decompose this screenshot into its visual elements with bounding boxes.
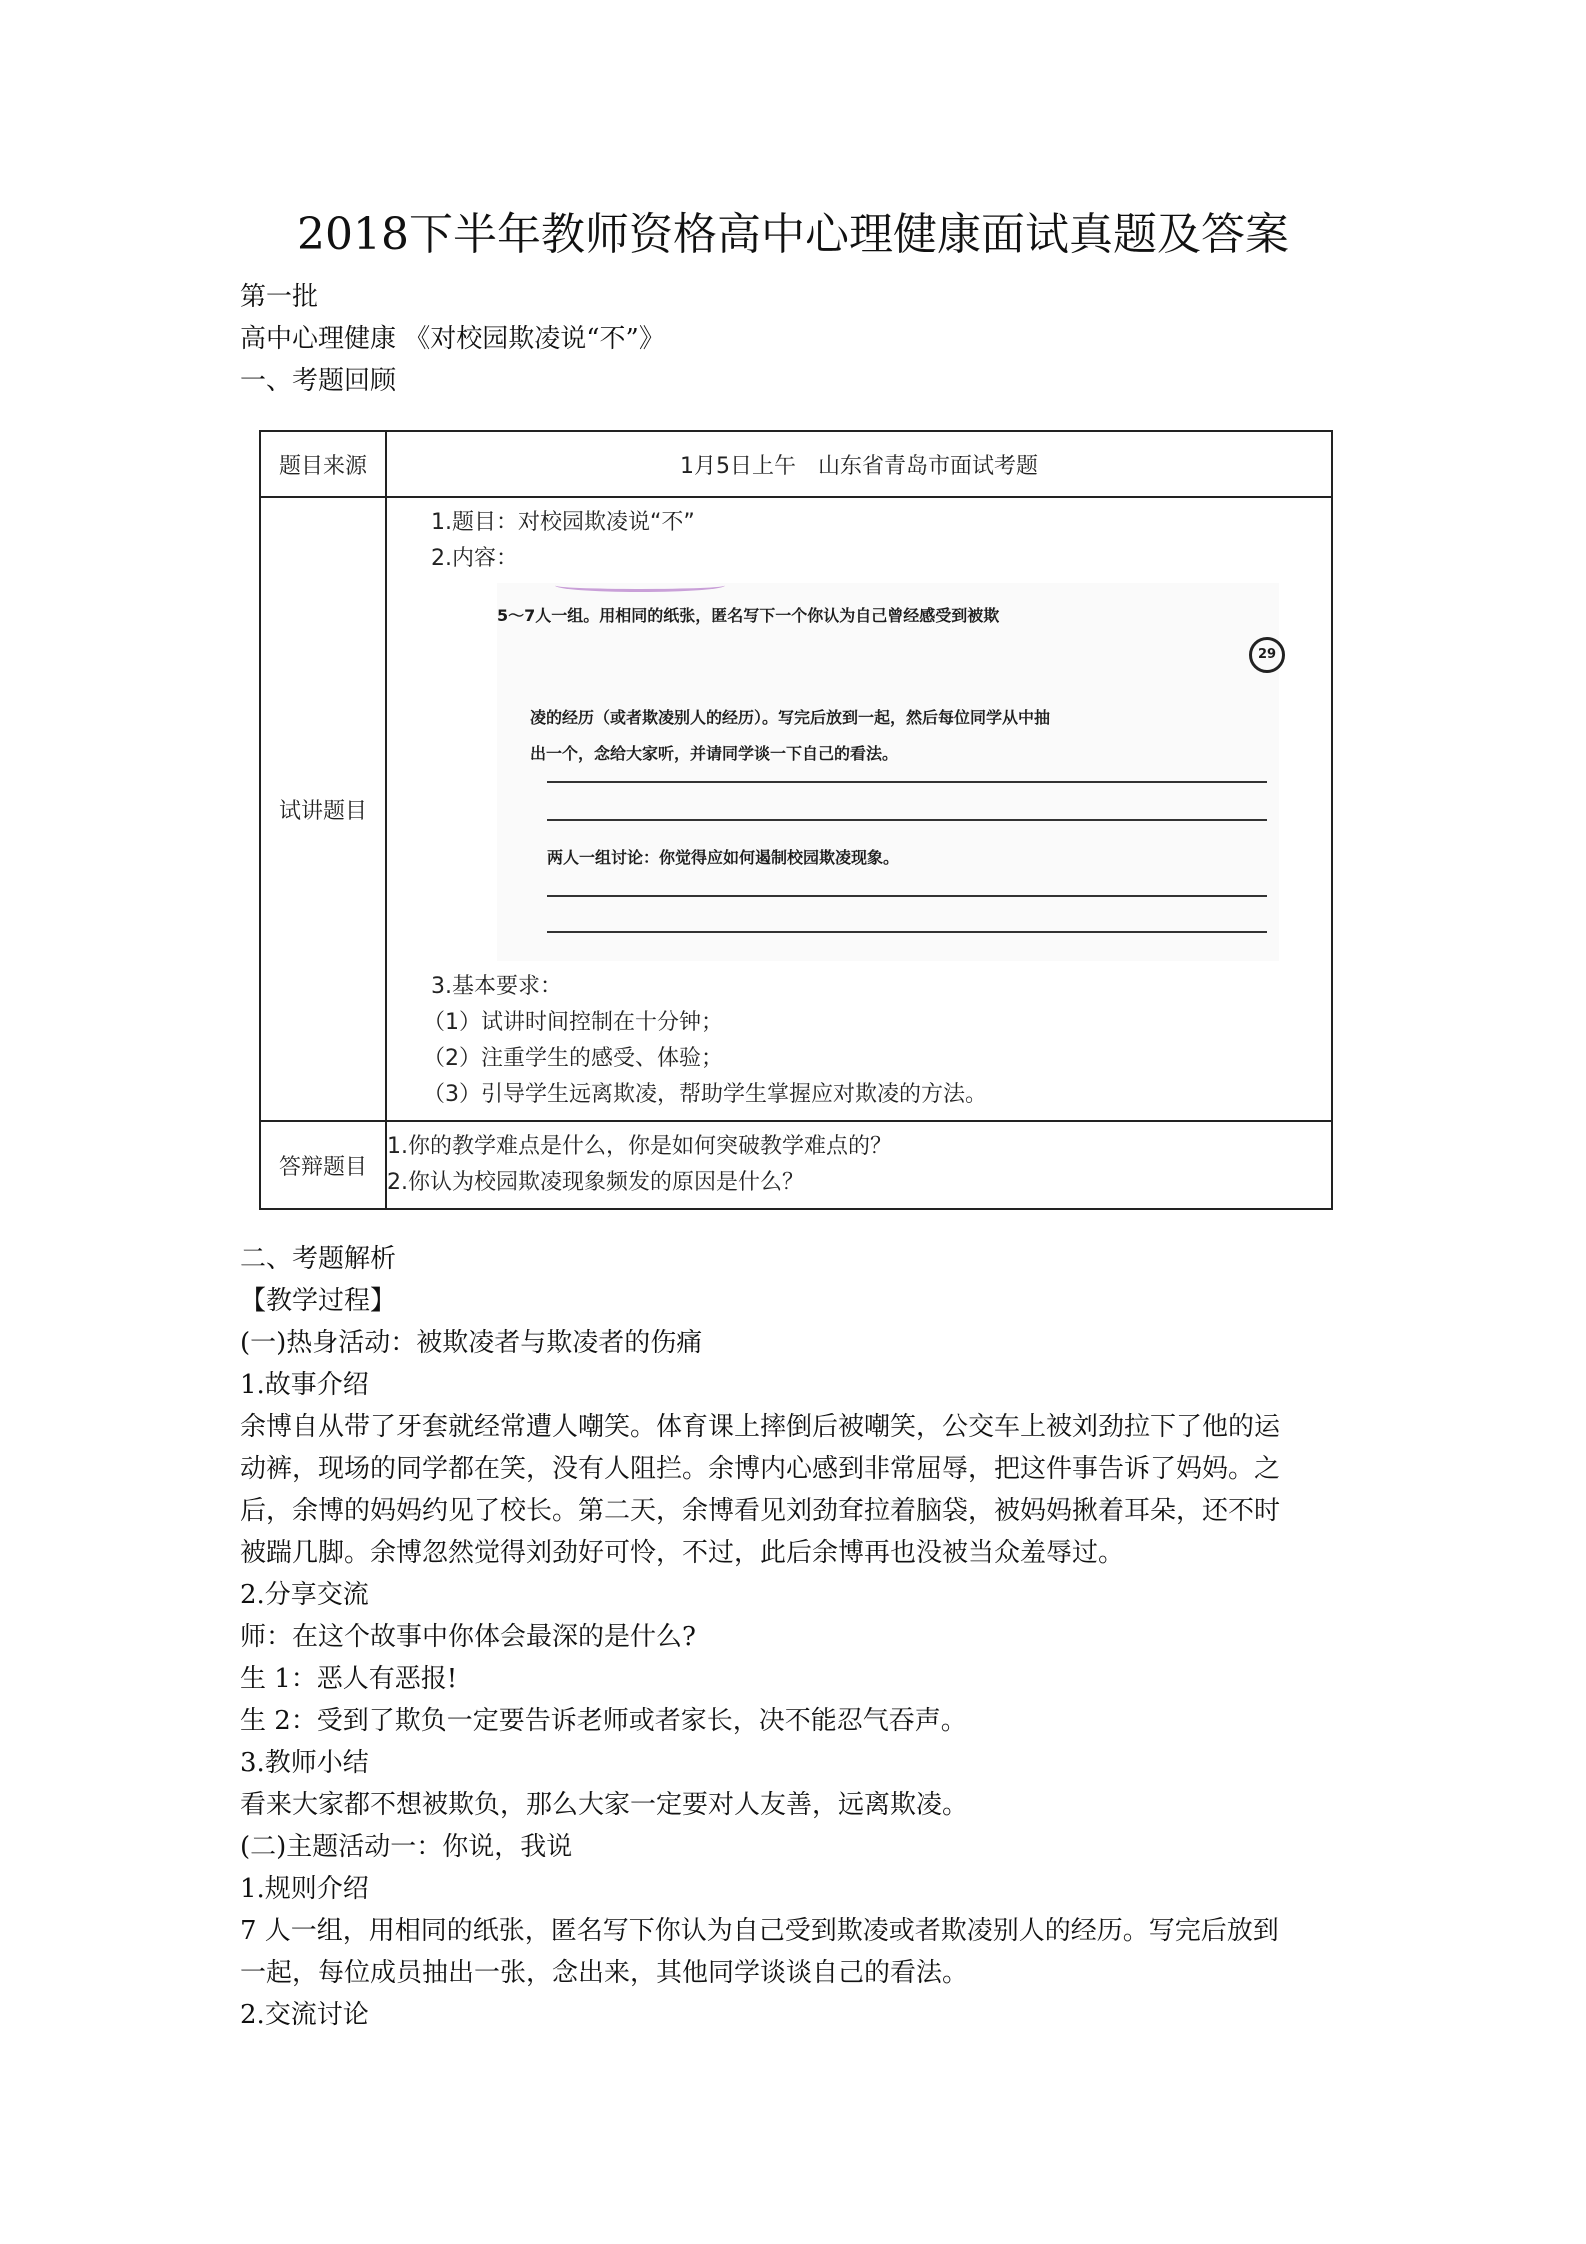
- dialogue-line: 生 1：恶人有恶报!: [240, 1664, 458, 1694]
- topic-label: 试讲题目: [260, 497, 386, 1121]
- defense-questions: [386, 1121, 1332, 1209]
- paragraph-line: 看来大家都不想被欺负，那么大家一定要对人友善，远离欺凌。: [240, 1790, 969, 1820]
- step-heading: 2.分享交流: [240, 1580, 369, 1610]
- excerpt-line: 凌的经历（或者欺凌别人的经历）。写完后放到一起，然后每位同学从中抽: [530, 708, 1051, 727]
- defense-question: 1.你的教学难点是什么，你是如何突破教学难点的？: [387, 1134, 892, 1159]
- requirement-item: （3）引导学生远离欺凌，帮助学生掌握应对欺凌的方法。: [423, 1082, 987, 1107]
- section-heading-analysis: 二、考题解析: [240, 1244, 397, 1274]
- dialogue-line: 生 2：受到了欺负一定要告诉老师或者家长，决不能忍气吞声。: [240, 1706, 967, 1736]
- topic-title: 1.题目：对校园欺凌说“不”: [431, 510, 695, 535]
- source-value: 1月5日上午 山东省青岛市面试考题: [386, 431, 1332, 497]
- topic-content-label: 2.内容：: [431, 546, 518, 571]
- paragraph-line: 被踹几脚。余博忽然觉得刘劲好可怜，不过，此后余博再也没被当众羞辱过。: [240, 1538, 1125, 1568]
- page-number-badge: 29: [1249, 637, 1285, 673]
- lesson-title: 高中心理健康 《对校园欺凌说“不”》: [240, 324, 665, 354]
- activity-heading: (一)热身活动：被欺凌者与欺凌者的伤痛: [240, 1328, 703, 1358]
- step-heading: 1.规则介绍: [240, 1874, 369, 1904]
- section-heading-review: 一、考题回顾: [240, 366, 397, 396]
- requirement-item: （1）试讲时间控制在十分钟；: [423, 1010, 723, 1035]
- paragraph-line: 一起，每位成员抽出一张，念出来，其他同学谈谈自己的看法。: [240, 1958, 969, 1988]
- requirement-item: （2）注重学生的感受、体验；: [423, 1046, 723, 1071]
- answer-rule: [547, 931, 1267, 933]
- source-label: 题目来源: [260, 431, 386, 497]
- paragraph-line: 后，余博的妈妈约见了校长。第二天，余博看见刘劲耷拉着脑袋，被妈妈揪着耳朵，还不时: [240, 1496, 1281, 1526]
- answer-rule: [547, 781, 1267, 783]
- topic-content: [386, 497, 1332, 1121]
- requirements-title: 3.基本要求：: [431, 974, 562, 999]
- paragraph-line: 7 人一组，用相同的纸张，匿名写下你认为自己受到欺凌或者欺凌别人的经历。写完后放到: [240, 1916, 1279, 1946]
- excerpt-line: 出一个，念给大家听，并请同学谈一下自己的看法。: [530, 744, 899, 763]
- excerpt-line: 两人一组讨论：你觉得应如何遏制校园欺凌现象。: [547, 848, 900, 867]
- answer-rule: [547, 819, 1267, 821]
- answer-rule: [547, 895, 1267, 897]
- step-heading: 1.故事介绍: [240, 1370, 369, 1400]
- excerpt-line: 5～7人一组。用相同的纸张，匿名写下一个你认为自己曾经感受到被欺: [497, 606, 1000, 625]
- exam-table: [259, 430, 1333, 1210]
- dialogue-line: 师：在这个故事中你体会最深的是什么?: [240, 1622, 696, 1652]
- subheading: 【教学过程】: [240, 1286, 397, 1316]
- activity-heading: (二)主题活动一：你说，我说: [240, 1832, 573, 1862]
- decorative-arc: [555, 579, 725, 592]
- defense-question: 2.你认为校园欺凌现象频发的原因是什么？: [387, 1170, 804, 1195]
- page-title: 2018下半年教师资格高中心理健康面试真题及答案: [297, 209, 1289, 260]
- batch-label: 第一批: [240, 282, 319, 312]
- step-heading: 2.交流讨论: [240, 2000, 369, 2030]
- step-heading: 3.教师小结: [240, 1748, 369, 1778]
- paragraph-line: 动裤，现场的同学都在笑，没有人阻拦。余博内心感到非常屈辱，把这件事告诉了妈妈。之: [240, 1454, 1281, 1484]
- defense-label: 答辩题目: [260, 1121, 386, 1209]
- textbook-excerpt-image: [497, 583, 1279, 961]
- paragraph-line: 余博自从带了牙套就经常遭人嘲笑。体育课上摔倒后被嘲笑，公交车上被刘劲拉下了他的运: [240, 1412, 1281, 1442]
